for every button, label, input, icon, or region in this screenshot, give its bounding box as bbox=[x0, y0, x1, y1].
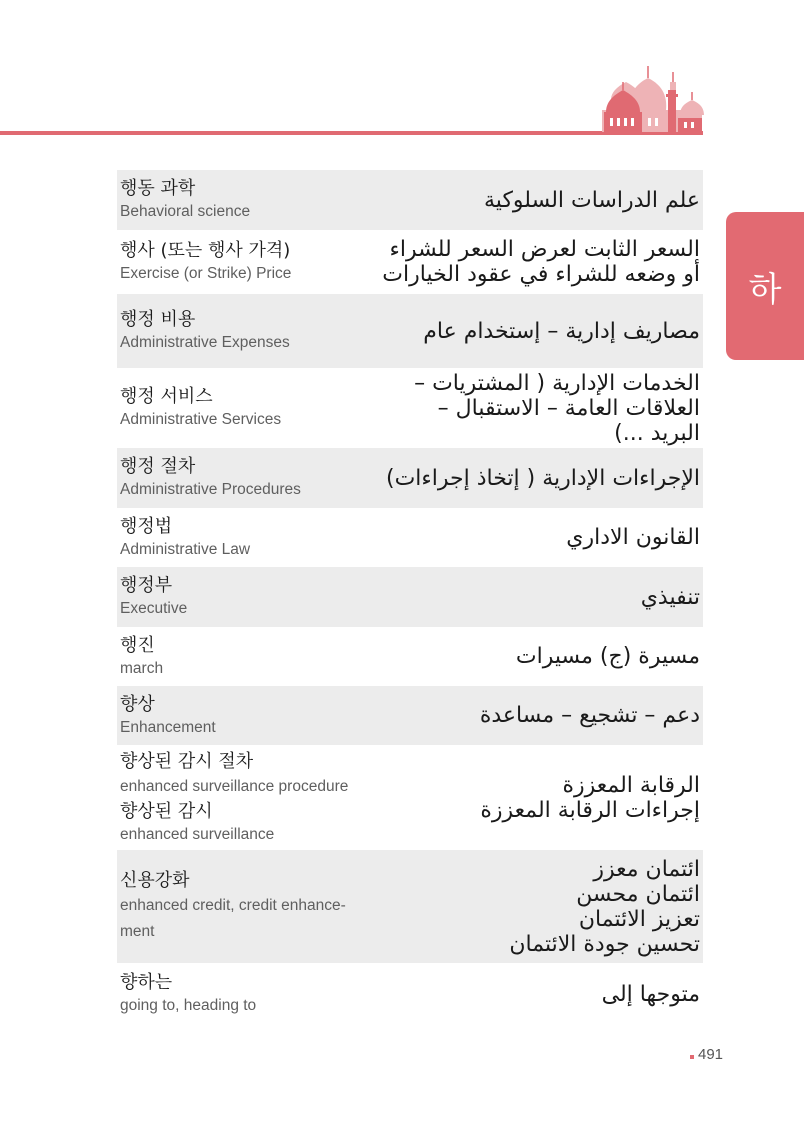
korean-term: 행진 bbox=[120, 634, 155, 656]
english-term: Administrative Expenses bbox=[120, 334, 290, 351]
arabic-term: علم الدراسات السلوكية bbox=[484, 187, 700, 213]
english-term: Administrative Services bbox=[120, 411, 282, 428]
glossary-entry bbox=[117, 745, 703, 850]
arabic-term: ائتمان محسن bbox=[576, 881, 700, 907]
glossary-entry bbox=[117, 850, 703, 963]
arabic-term: تعزيز الائتمان bbox=[578, 906, 700, 932]
arabic-term: تحسين جودة الائتمان bbox=[509, 931, 700, 957]
glossary-entry bbox=[117, 567, 703, 627]
glossary-entry bbox=[117, 508, 703, 567]
glossary-entry bbox=[117, 368, 703, 448]
arabic-term: الإجراءات الإدارية ( إتخاذ إجراءات) bbox=[386, 465, 700, 491]
korean-term: 행정 절차 bbox=[120, 456, 196, 477]
korean-term: 행정 서비스 bbox=[120, 386, 213, 407]
english-term: Administrative Law bbox=[120, 540, 251, 558]
english-term: Enhancement bbox=[120, 718, 216, 736]
page-number-text: 491 bbox=[698, 1046, 724, 1063]
page-number bbox=[690, 1046, 723, 1063]
glossary-entry bbox=[117, 170, 703, 230]
korean-term: 행정법 bbox=[120, 515, 173, 537]
english-term: Behavioral science bbox=[120, 203, 251, 220]
english-term: enhanced credit, credit enhance- bbox=[120, 896, 346, 914]
english-term: going to, heading to bbox=[120, 997, 257, 1014]
korean-term: 향상된 감시 bbox=[120, 800, 213, 822]
korean-term: 향상 bbox=[120, 693, 155, 715]
arabic-term: القانون الاداري bbox=[566, 525, 700, 550]
glossary-entry bbox=[117, 686, 703, 745]
section-tab[interactable]: 하 bbox=[726, 212, 804, 360]
korean-term: 신용강화 bbox=[120, 869, 190, 891]
english-term: enhanced surveillance bbox=[120, 825, 275, 843]
korean-term: 행사 (또는 행사 가격) bbox=[120, 240, 291, 261]
english-term: march bbox=[120, 659, 164, 677]
korean-term: 행정부 bbox=[120, 575, 173, 596]
english-term: ment bbox=[120, 922, 155, 940]
arabic-term: مصاريف إدارية – إستخدام عام bbox=[423, 318, 700, 344]
arabic-term: الرقابة المعززة bbox=[562, 772, 700, 798]
english-term: Executive bbox=[120, 600, 188, 617]
korean-term: 행정 비용 bbox=[120, 309, 196, 330]
arabic-term: ائتمان معزز bbox=[593, 856, 700, 882]
korean-term: 행동 과학 bbox=[120, 178, 196, 199]
arabic-term: إجراءات الرقابة المعززة bbox=[480, 797, 700, 823]
glossary-entry bbox=[117, 294, 703, 368]
mosque-icon bbox=[600, 60, 704, 134]
arabic-term: دعم – تشجيع – مساعدة bbox=[479, 703, 700, 728]
arabic-term: السعر الثابت لعرض السعر للشراء أو وضعه للشراء في عقود الخيارات bbox=[382, 237, 700, 287]
arabic-term: متوجها إلى bbox=[601, 981, 700, 1007]
korean-term: 향상된 감시 절차 bbox=[120, 750, 254, 772]
page-number-dot bbox=[690, 1055, 694, 1059]
glossary-entry bbox=[117, 448, 703, 508]
arabic-term: الخدمات الإدارية ( المشتريات – العلاقات العامة – الاستقبال – البريد ...) bbox=[414, 370, 700, 446]
english-term: Administrative Procedures bbox=[120, 481, 301, 498]
header-rule bbox=[0, 131, 703, 135]
arabic-term: تنفيذي bbox=[640, 584, 700, 610]
glossary-entry bbox=[117, 963, 703, 1025]
english-term: enhanced surveillance procedure bbox=[120, 777, 349, 795]
english-term: Exercise (or Strike) Price bbox=[120, 265, 292, 282]
arabic-term: مسيرة (ج) مسيرات bbox=[515, 644, 700, 669]
glossary-entry bbox=[117, 627, 703, 686]
glossary-table bbox=[117, 170, 703, 1025]
korean-term: 향하는 bbox=[120, 972, 173, 993]
glossary-entry bbox=[117, 230, 703, 294]
